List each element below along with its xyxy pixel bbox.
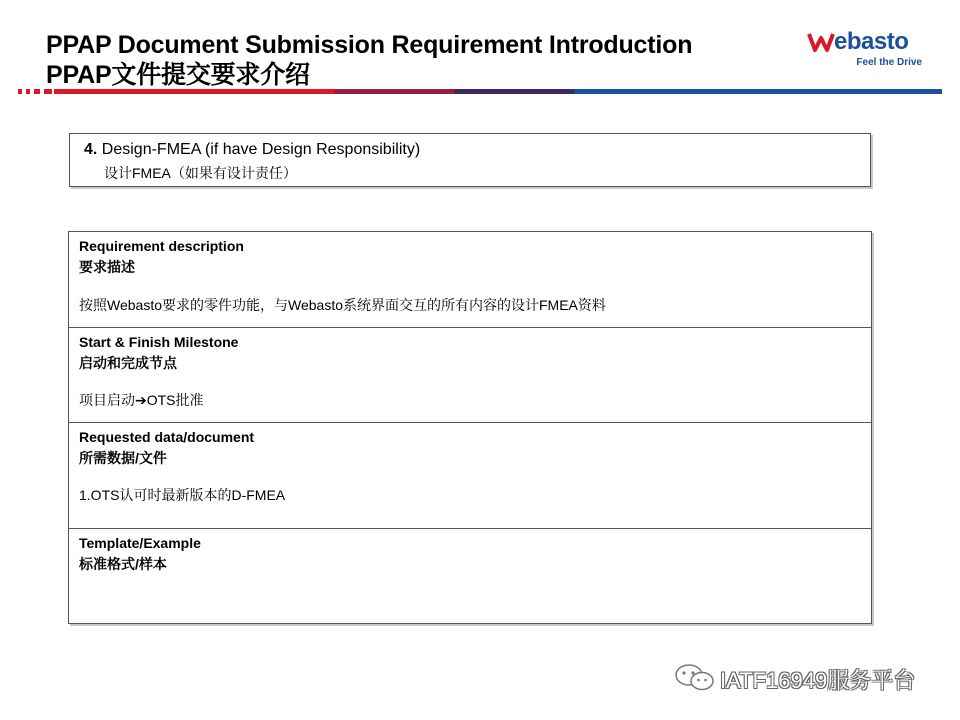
title-chinese: PPAP文件提交要求介绍 [46,61,310,89]
row-label-english: Requested data/document [79,429,255,445]
header-divider-stripe [18,89,942,94]
row-label-chinese: 启动和完成节点 [79,355,177,371]
row-value: 项目启动➔OTS批准 [79,392,204,408]
requirement-table [68,231,872,624]
wechat-icon [674,662,716,694]
row-label-chinese: 要求描述 [79,259,135,275]
row-label-english: Requirement description [79,238,244,254]
requirement-description-row [69,232,871,328]
page-title [46,30,692,90]
section-header-box [69,133,871,187]
logo-slogan: Feel the Drive [856,57,922,68]
requested-data-row [69,423,871,529]
section-number: 4. [84,141,98,158]
webasto-w-icon [807,30,835,54]
milestone-row [69,328,871,423]
row-label-english: Template/Example [79,535,201,551]
row-label-chinese: 所需数据/文件 [79,450,167,466]
webasto-logo [806,28,926,70]
section-title-chinese: 设计FMEA（如果有设计责任） [104,165,297,181]
section-title-english [84,141,420,159]
row-value: 1.OTS认可时最新版本的D-FMEA [79,487,286,503]
title-english: PPAP Document Submission Requirement Introduction [46,31,693,59]
row-label-chinese: 标准格式/样本 [79,556,167,572]
row-value: 按照Webasto要求的零件功能，与Webasto系统界面交互的所有内容的设计FMEA资料 [79,297,606,313]
section-title-text: Design-FMEA (if have Design Responsibility) [101,141,421,158]
row-label-english: Start & Finish Milestone [79,334,239,350]
logo-wordmark: ebasto [834,28,909,55]
watermark-text: IATF16949服务平台 [720,668,916,693]
template-example-row [69,529,871,623]
